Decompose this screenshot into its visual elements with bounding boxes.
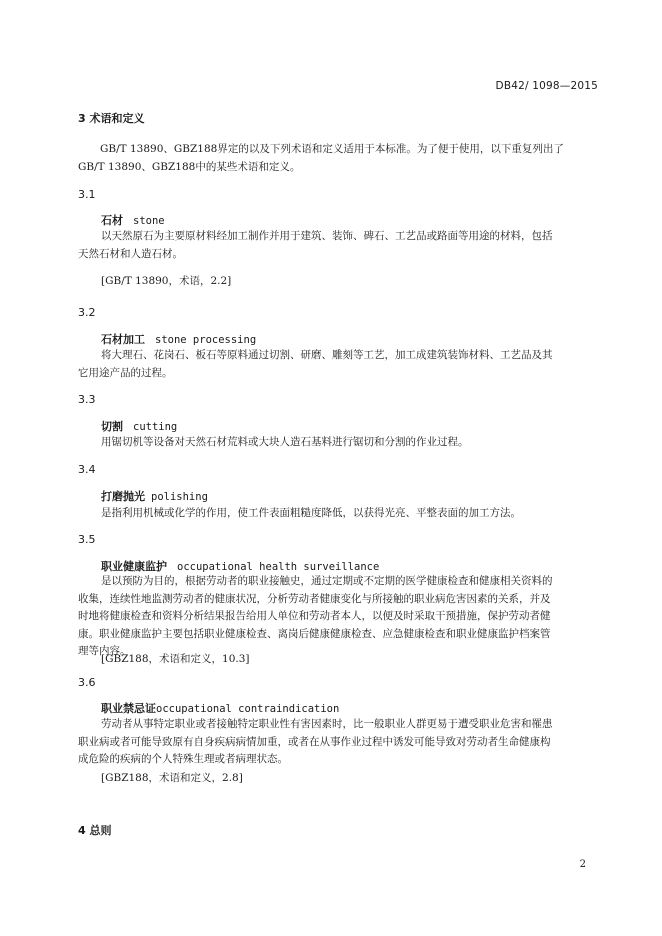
- term-definition: [78, 228, 553, 263]
- definition-line: 以天然原石为主要原材料经加工制作并用于建筑、装饰、碑石、工艺品或路面等用途的材料，包括: [101, 230, 553, 242]
- definition-line: 职业病或者可能导致原有自身疾病病情加重，或者在从事作业过程中诱发可能导致对劳动者生命健康构: [78, 735, 551, 748]
- intro-line: GB/T 13890、GBZ188中的某些术语和定义。: [78, 160, 301, 173]
- term-zh: 石材加工: [101, 333, 145, 346]
- term-zh: 职业健康监护: [101, 560, 167, 573]
- definition-line: 成危险的疾病的个人特殊生理或者病理状态。: [78, 753, 288, 765]
- definition-line: 是指利用机械或化学的作用，使工件表面粗糙度降低，以获得光亮、平整表面的加工方法。: [101, 507, 521, 519]
- definition-line: 用锯切机等设备对天然石材荒料或大块人造石基料进行锯切和分割的作业过程。: [101, 436, 469, 448]
- term-definition: [78, 716, 553, 769]
- term-definition: [78, 573, 553, 661]
- term-en: polishing: [151, 491, 208, 503]
- term-source: [GBZ188，术语和定义，2.8]: [101, 772, 243, 784]
- definition-line: 是以预防为目的，根据劳动者的职业接触史，通过定期或不定期的医学健康检查和健康相关资料的: [101, 575, 553, 587]
- term-title: [101, 212, 165, 228]
- term-title: [101, 700, 339, 716]
- term-en: stone processing: [155, 334, 257, 346]
- term-title: [101, 558, 379, 574]
- term-source: [GB/T 13890，术语，2.2]: [101, 275, 232, 287]
- term-zh: 切割: [101, 420, 123, 433]
- term-number: 3.2: [78, 306, 96, 319]
- term-definition: [78, 347, 553, 382]
- page-number: 2: [579, 859, 586, 870]
- term-en: stone: [133, 215, 165, 227]
- section-3-intro: [78, 141, 598, 176]
- definition-line: 康。职业健康监护主要包括职业健康检查、离岗后健康健康检查、应急健康检查和职业健康监护档案管: [78, 627, 551, 640]
- definition-line: 将大理石、花岗石、板石等原料通过切割、研磨、雕刻等工艺，加工成建筑装饰材料、工艺品及其: [101, 349, 553, 361]
- term-number: 3.1: [78, 188, 96, 201]
- definition-line: 它用途产品的过程。: [78, 366, 173, 379]
- term-title: [101, 488, 208, 504]
- term-number: 3.5: [78, 533, 96, 546]
- term-en: occupational health surveillance: [177, 561, 380, 573]
- document-id: DB42/ 1098—2015: [495, 80, 598, 92]
- term-source: [GBZ188，术语和定义，10.3]: [101, 653, 250, 665]
- intro-line: GB/T 13890、GBZ188界定的以及下列术语和定义适用于本标准。为了便于使用，以下重复列出了: [100, 143, 564, 155]
- term-number: 3.4: [78, 463, 96, 476]
- term-zh: 打磨抛光: [101, 490, 145, 503]
- term-title: [101, 418, 177, 434]
- definition-line: 收集，连续性地监测劳动者的健康状况，分析劳动者健康变化与所接触的职业病危害因素的关系，并及: [78, 592, 551, 605]
- term-en: cutting: [133, 421, 178, 433]
- definition-line: 时地将健康检查和资料分析结果报告给用人单位和劳动者本人，以便及时采取干预措施，保护劳动者健: [78, 610, 551, 622]
- definition-line: 天然石材和人造石材。: [78, 247, 183, 260]
- term-zh: 石材: [101, 214, 123, 227]
- section-3-heading: 3 术语和定义: [78, 112, 145, 125]
- term-en: occupational contraindication: [156, 703, 340, 715]
- definition-line: 理等内容。: [78, 645, 131, 657]
- definition-line: 劳动者从事特定职业或者接触特定职业性有害因素时，比一般职业人群更易于遭受职业危害和罹患: [101, 718, 553, 730]
- section-4-heading: 4 总则: [78, 824, 112, 837]
- term-number: 3.6: [78, 676, 96, 689]
- term-number: 3.3: [78, 393, 96, 406]
- term-title: [101, 331, 256, 347]
- term-zh: 职业禁忌证: [101, 702, 156, 715]
